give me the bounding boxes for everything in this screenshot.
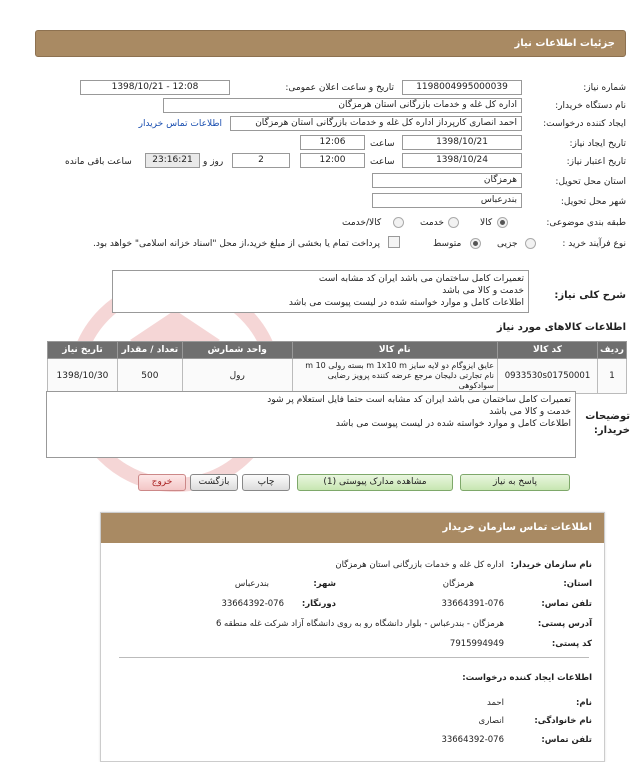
process-option-partial: جزیی xyxy=(497,239,518,249)
contact-province-label: استان: xyxy=(563,579,592,589)
requester-field: احمد انصاری کارپرداز اداره کل غله و خدمات بازرگانی استان هرمزگان xyxy=(230,116,522,131)
reply-button[interactable]: پاسخ به نیاز xyxy=(460,474,570,491)
create-date-field: 1398/10/21 xyxy=(402,135,522,150)
remaining-label: ساعت باقی مانده xyxy=(65,157,132,167)
page-title: جزئیات اطلاعات نیاز xyxy=(514,38,615,49)
buyer-notes-textarea: تعمیرات کامل ساختمان می باشد ایران کد مشابه است حتما فایل استعلام پر شود خدمت و کالا می باشد اطلاعات کامل و موارد خواسته شده در لیست پیوست می باشد xyxy=(46,391,576,458)
first-name-value: احمد xyxy=(487,698,504,708)
process-label: نوع فرآیند خرید : xyxy=(562,239,626,249)
category-option-both: کالا/خدمت xyxy=(342,218,382,228)
remaining-days-field: 2 xyxy=(232,153,290,168)
address-value: هرمزگان - بندرعباس - بلوار دانشگاه رو به روی دانشگاه آزاد شرکت غله منطقه 6 xyxy=(215,619,504,629)
contact-fax-value: 33664392-076 xyxy=(221,599,284,609)
valid-date-field: 1398/10/24 xyxy=(402,153,522,168)
page-header xyxy=(35,30,626,57)
treasury-payment-note: پرداخت تمام یا بخشی از مبلغ خرید،از محل "اسناد خزانه اسلامی" خواهد بود. xyxy=(92,239,380,249)
valid-time-label: ساعت xyxy=(370,157,395,167)
summary-textarea: تعمیرات کامل ساختمان می باشد ایران کد مشابه است خدمت و کالا می باشد اطلاعات کامل و موارد خواسته شده در لیست پیوست می باشد xyxy=(112,270,529,313)
cell-code: 0933530s01750001 xyxy=(498,359,598,394)
contact-phone-label: تلفن تماس: xyxy=(541,599,592,609)
last-name-label: نام خانوادگی: xyxy=(534,716,592,726)
col-qty: تعداد / مقدار xyxy=(117,342,182,359)
contact-city-value: بندرعباس xyxy=(234,579,269,589)
valid-time-field: 12:00 xyxy=(300,153,365,168)
table-row xyxy=(48,359,627,394)
create-time-label: ساعت xyxy=(370,139,395,149)
creator-phone-value: 33664392-076 xyxy=(441,735,504,745)
col-code: کد کالا xyxy=(498,342,598,359)
col-need-date: تاریخ نیاز xyxy=(48,342,118,359)
divider xyxy=(119,657,589,658)
buyer-notes-label: توضیحات خریدار: xyxy=(585,411,630,436)
announce-field: 1398/10/21 - 12:08 xyxy=(80,80,230,95)
buyer-field: اداره کل غله و خدمات بازرگانی استان هرمزگان xyxy=(163,98,522,113)
process-radio-medium[interactable] xyxy=(470,238,481,249)
requester-label: ایجاد کننده درخواست: xyxy=(543,119,626,129)
category-radio-both[interactable] xyxy=(393,217,404,228)
attachments-button[interactable]: مشاهده مدارک پیوستی (1) xyxy=(297,474,453,491)
items-table xyxy=(47,341,627,394)
contact-phone-value: 33664391-076 xyxy=(441,599,504,609)
treasury-payment-checkbox[interactable] xyxy=(388,236,400,248)
items-section-title: اطلاعات کالاهای مورد نیاز xyxy=(496,322,626,333)
contact-panel-header xyxy=(101,513,604,543)
org-label: نام سازمان خریدار: xyxy=(510,560,592,570)
city-field: بندرعباس xyxy=(372,193,522,208)
remaining-time-field: 23:16:21 xyxy=(145,153,200,168)
postal-code-value: 7915994949 xyxy=(449,639,504,649)
contact-panel xyxy=(100,512,605,762)
category-radio-goods[interactable] xyxy=(497,217,508,228)
contact-province-value: هرمزگان xyxy=(442,579,474,589)
last-name-value: انصاری xyxy=(478,716,504,726)
need-number-field: 1198004995000039 xyxy=(402,80,522,95)
col-unit: واحد شمارش xyxy=(182,342,292,359)
first-name-label: نام: xyxy=(575,698,592,708)
create-date-label: تاریخ ایجاد نیاز: xyxy=(569,139,626,149)
print-button[interactable]: چاپ xyxy=(242,474,290,491)
category-radio-service[interactable] xyxy=(448,217,459,228)
contact-panel-title: اطلاعات تماس سازمان خریدار xyxy=(442,522,592,533)
address-label: آدرس پستی: xyxy=(537,619,592,629)
cell-name: عایق ایزوگام دو لایه سایز m 1x10 m بسته رولی 10 m نام تجارتی دلیجان مرجع عرضه کننده پرویز رضایی سوادکوهی xyxy=(292,359,497,394)
exit-button[interactable]: خروج xyxy=(138,474,186,491)
province-label: استان محل تحویل: xyxy=(555,177,626,187)
category-label: طبقه بندی موضوعی: xyxy=(546,218,626,228)
create-time-field: 12:06 xyxy=(300,135,365,150)
creator-phone-label: تلفن تماس: xyxy=(541,735,592,745)
process-option-medium: متوسط xyxy=(433,239,462,249)
col-name: نام کالا xyxy=(292,342,497,359)
cell-qty: 500 xyxy=(117,359,182,394)
summary-label: شرح کلی نیاز: xyxy=(554,290,626,301)
contact-fax-label: دورنگار: xyxy=(301,599,336,609)
city-label: شهر محل تحویل: xyxy=(560,197,626,207)
contact-info-link[interactable]: اطلاعات تماس خریدار xyxy=(138,119,222,129)
cell-unit: رول xyxy=(182,359,292,394)
category-option-goods: کالا xyxy=(480,218,493,228)
province-field: هرمزگان xyxy=(372,173,522,188)
announce-label: تاریخ و ساعت اعلان عمومی: xyxy=(285,83,394,93)
process-radio-partial[interactable] xyxy=(525,238,536,249)
postal-code-label: کد پستی: xyxy=(551,639,592,649)
back-button[interactable]: بازگشت xyxy=(190,474,238,491)
days-label: روز و xyxy=(203,157,224,167)
buyer-label: نام دستگاه خریدار: xyxy=(555,101,626,111)
org-value: اداره کل غله و خدمات بازرگانی استان هرمزگان xyxy=(335,560,504,570)
col-row: ردیف xyxy=(597,342,626,359)
category-option-service: خدمت xyxy=(420,218,444,228)
need-number-label: شماره نیاز: xyxy=(583,83,626,93)
cell-row: 1 xyxy=(597,359,626,394)
creator-section-title: اطلاعات ایجاد کننده درخواست: xyxy=(462,673,592,683)
contact-city-label: شهر: xyxy=(313,579,336,589)
cell-need-date: 1398/10/30 xyxy=(48,359,118,394)
valid-date-label: تاریخ اعتبار نیاز: xyxy=(566,157,626,167)
